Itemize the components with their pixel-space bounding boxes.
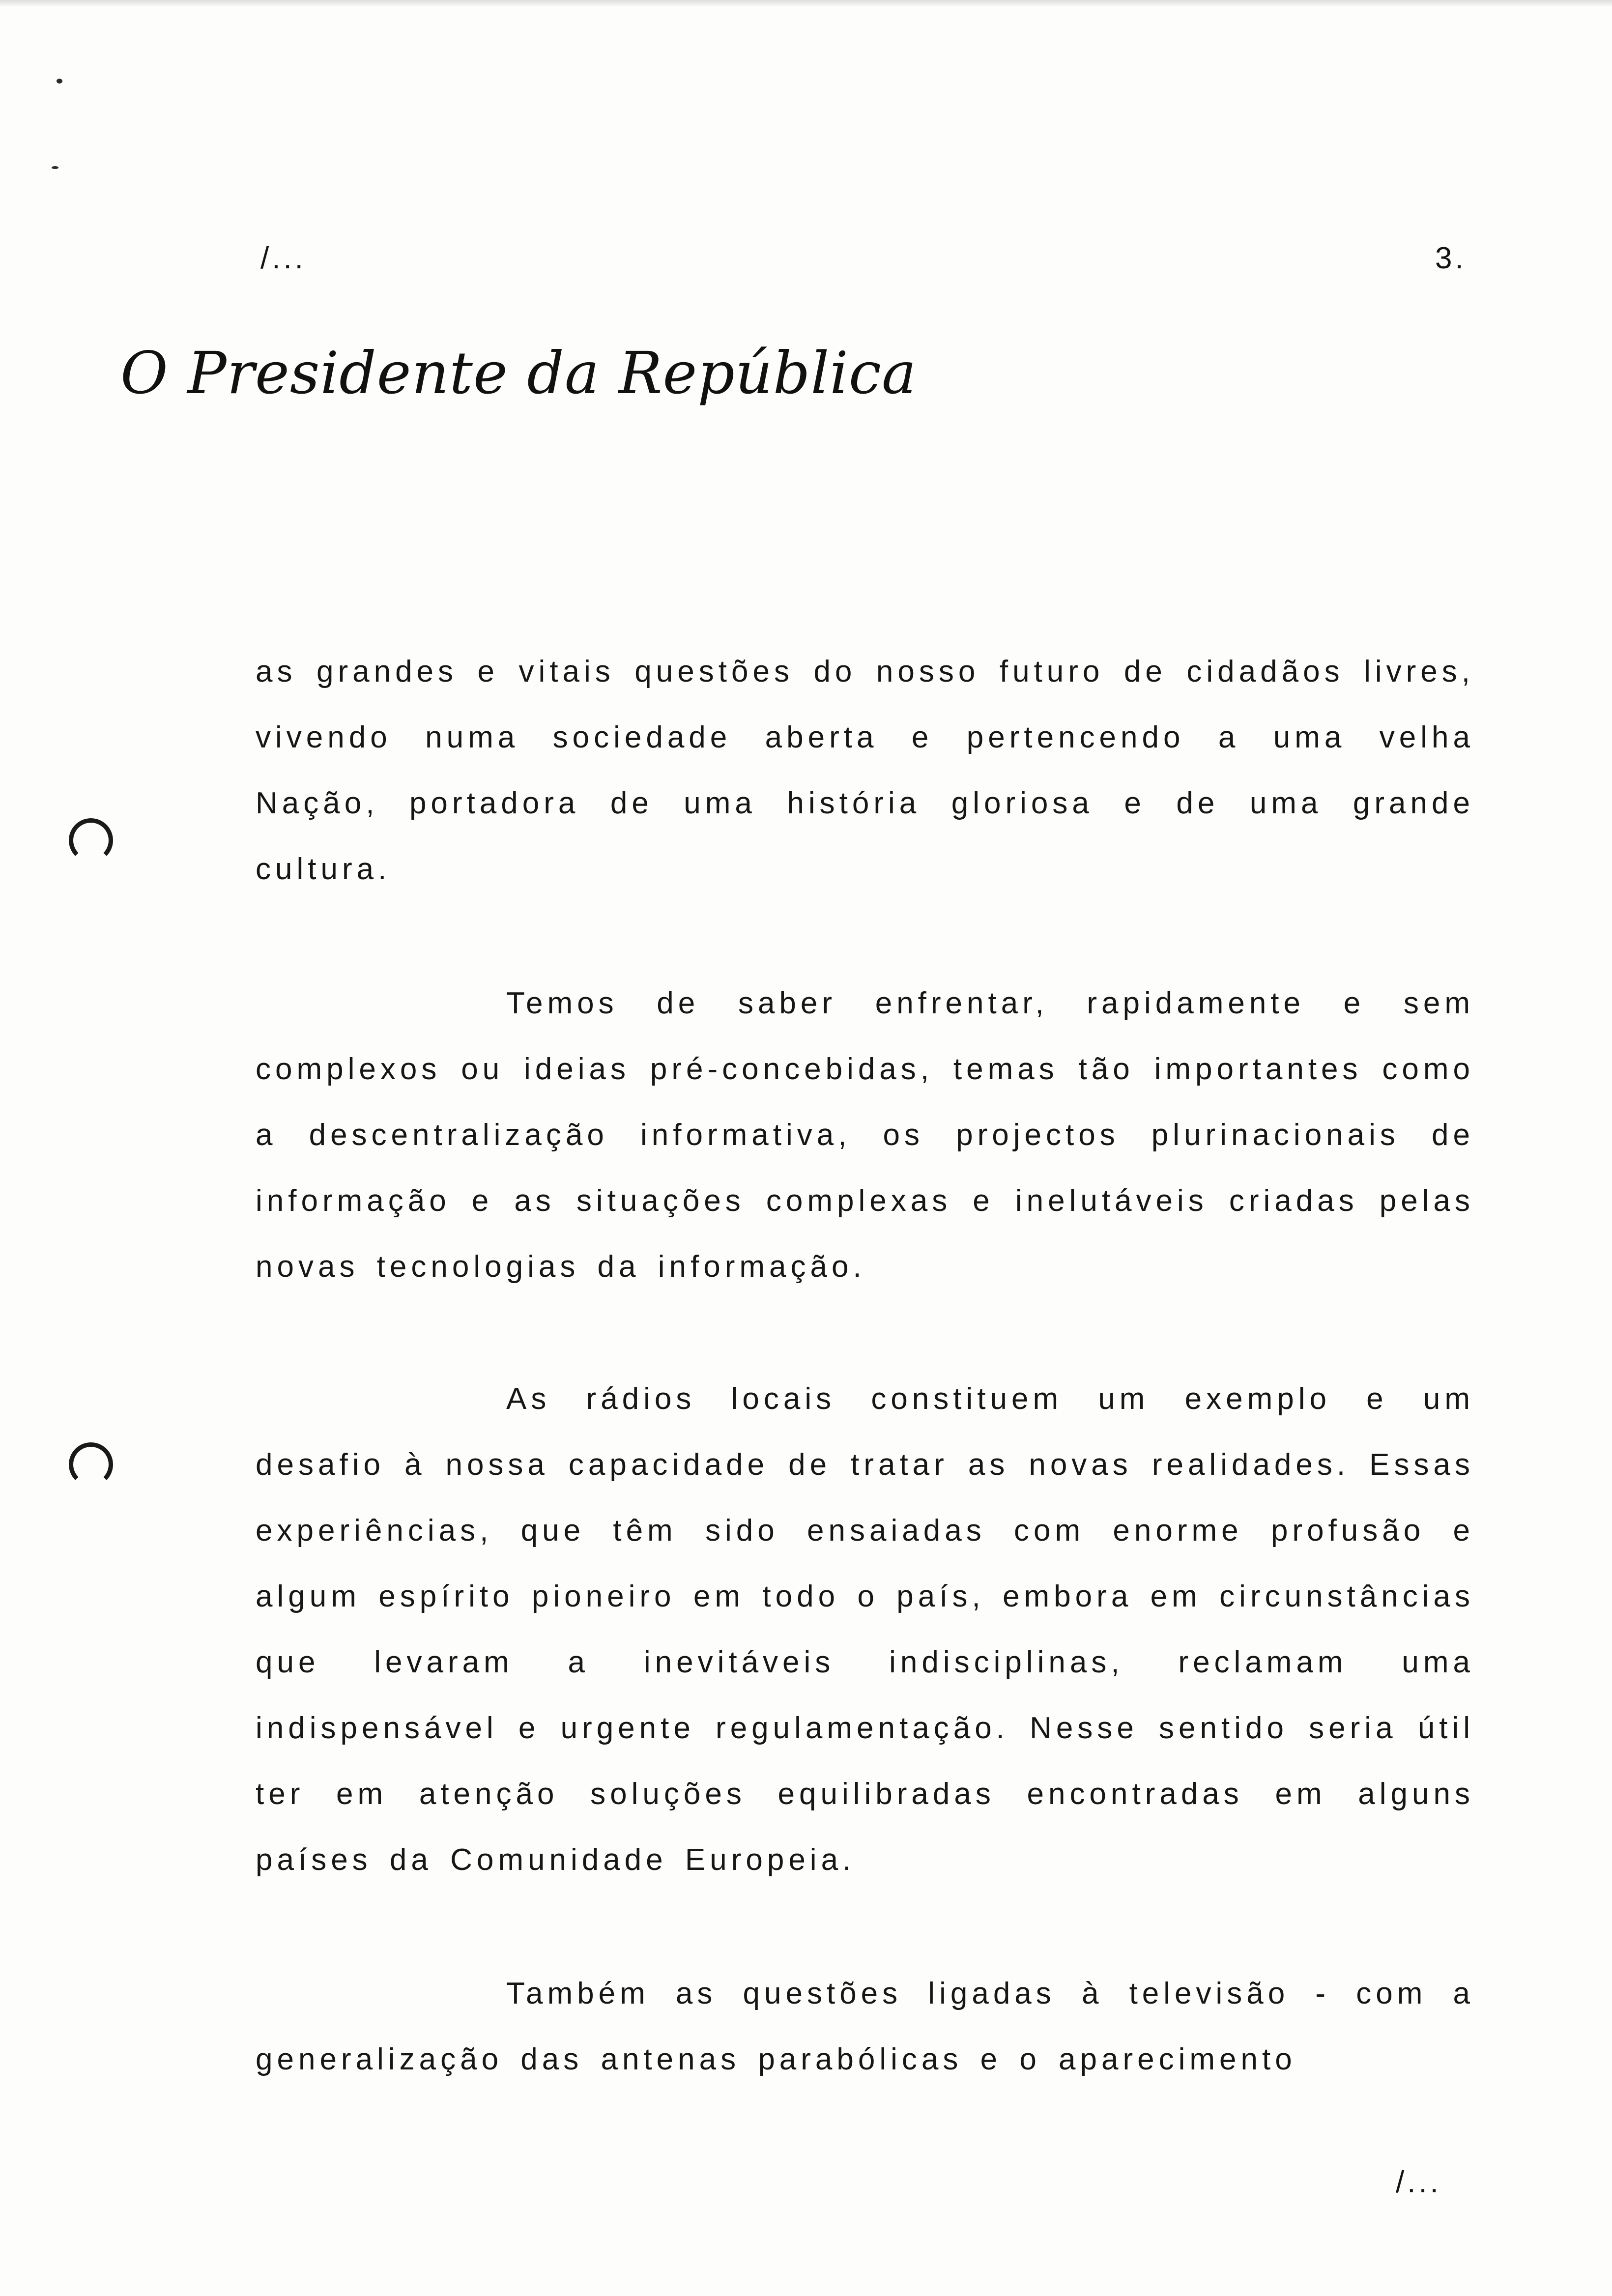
paragraph-4-text: Também as questões ligadas à televisão - com a generalização das antenas parabólicas e o aparecimento — [256, 1977, 1474, 2076]
footer-continuation-mark: /... — [1396, 2165, 1441, 2199]
paragraph-2 — [256, 971, 1474, 1300]
paragraph-1 — [256, 639, 1474, 902]
punch-hole-mark — [69, 1442, 113, 1487]
scan-speck — [57, 79, 62, 84]
paragraph-3-text: As rádios locais constituem um exemplo e um desafio à nossa capacidade de tratar as novas realidades. Essas experiências, que têm sido ensaiadas com enorme profusão e algum espírito pioneiro em todo o país, embora em circunstâncias que levaram a inevitáveis indisciplinas, reclamam uma indispensável e urgente regulamentação. Nesse sentido seria útil ter em atenção soluções equilibradas encontradas em alguns países da Comunidade Europeia. — [256, 1382, 1474, 1877]
paragraph-1-text: as grandes e vitais questões do nosso futuro de cidadãos livres, vivendo numa sociedade aberta e pertencendo a uma velha Nação, portadora de uma história gloriosa e de uma grande cultura. — [256, 655, 1474, 886]
paragraph-4 — [256, 1961, 1474, 2093]
punch-hole-mark — [69, 818, 113, 862]
paragraph-3 — [256, 1366, 1474, 1893]
header-continuation-mark: /... — [260, 241, 306, 275]
scan-edge-shadow — [0, 0, 1612, 7]
paragraph-2-text: Temos de saber enfrentar, rapidamente e sem complexos ou ideias pré-concebidas, temas tão importantes como a descentralização informativa, os projectos plurinacionais de informação e as situações complexas e inelutáveis criadas pelas novas tecnologias da informação. — [256, 986, 1474, 1284]
scan-speck — [52, 166, 58, 169]
presidential-letterhead: O Presidente da República — [120, 339, 917, 407]
page-number: 3. — [1435, 241, 1467, 275]
